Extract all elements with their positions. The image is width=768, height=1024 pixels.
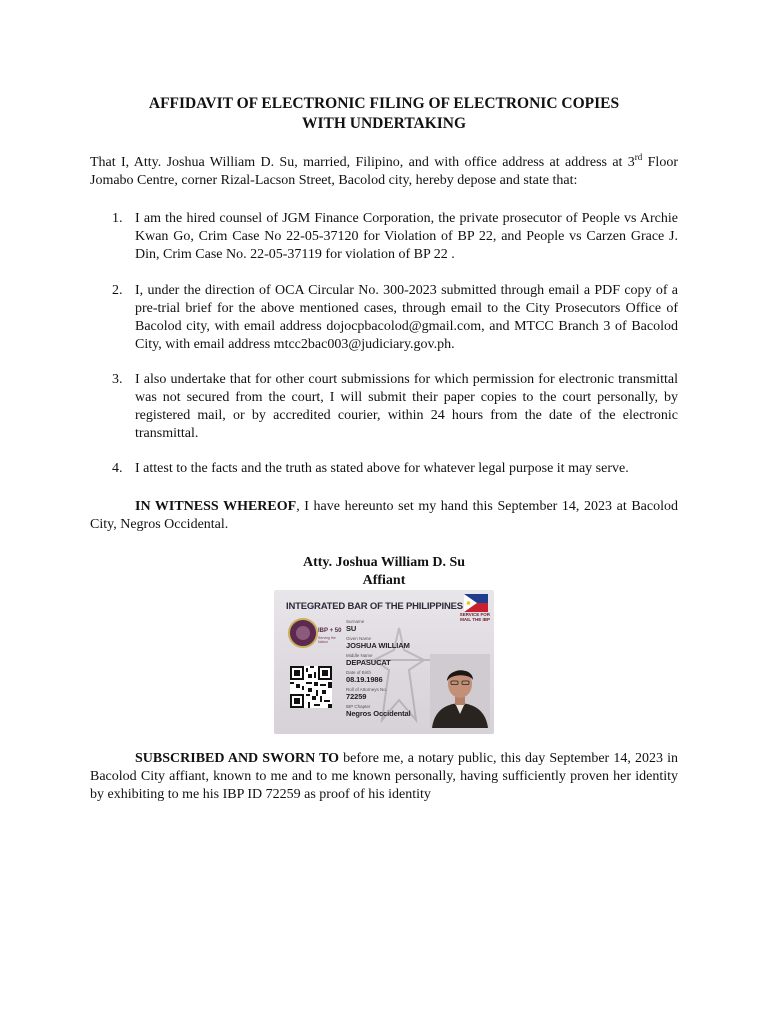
dob-value: 08.19.1986: [346, 675, 383, 684]
document-title: [90, 94, 678, 134]
given-name-label: Given Name: [346, 636, 372, 641]
intro-text-1: That I, Atty. Joshua William D. Su, married, Filipino, and with office address at address at 3: [90, 155, 635, 170]
qr-code-icon: [290, 666, 332, 708]
jurat-text: before me, a notary public, this day September 14, 2023 in Bacolod City affiant, known to me and to me known personally, having sufficiently proven her identity by exhibiting to me his IBP ID 72259 as proof of his identity: [90, 751, 678, 802]
id-header: INTEGRATED BAR OF THE PHILIPPINES: [286, 601, 463, 612]
middle-name-value: DEPASUCAT: [346, 658, 391, 667]
witness-text: , I have hereunto set my hand this September 14, 2023 at Bacolod City, Negros Occidental.: [90, 499, 678, 532]
list-item: [112, 282, 678, 354]
signatory-role: Affiant: [362, 573, 406, 588]
ibp-anniversary: 50: [334, 628, 342, 634]
ibp-id-card-image: [274, 590, 494, 734]
intro-text-2: Floor Jomabo Centre, corner Rizal-Lacson Street, Bacolod city, hereby depose and state that:: [90, 155, 678, 188]
service-line-1: SERVICE FOR: [459, 612, 490, 617]
intro-paragraph: [90, 154, 678, 190]
list-item-number: 3.: [112, 372, 123, 387]
jurat-heading: SUBSCRIBED AND SWORN TO: [135, 751, 340, 766]
chapter-value: Negros Occidental: [346, 709, 411, 718]
affiant-photo-icon: [430, 654, 490, 728]
title-line-1: AFFIDAVIT OF ELECTRONIC FILING OF ELECTRONIC COPIES: [148, 95, 620, 112]
witness-heading: IN WITNESS WHEREOF: [135, 499, 297, 514]
list-item-number: 2.: [112, 283, 123, 298]
philippine-flag-icon: [464, 594, 488, 612]
service-note: [460, 612, 490, 622]
list-item-text: I also undertake that for other court submissions for which permission for electronic transmittal was not secured from the court, I will submit their paper copies to the court personally, by registered mail, or by accredited courier, within 24 hours from the date of the electronic transmittal.: [135, 372, 678, 441]
roll-number-label: Roll of Attorneys No.: [346, 687, 388, 692]
intro-superscript: rd: [634, 152, 643, 162]
list-item-text: I attest to the facts and the truth as stated above for whatever legal purpose it may serve.: [135, 461, 629, 476]
middle-name-label: Middle Name: [346, 653, 373, 658]
ibp-mark: IBP: [318, 628, 328, 634]
ibp-seal-icon: [288, 618, 318, 648]
list-item: [112, 210, 678, 264]
service-line-2: MAIL THE IBP: [460, 617, 490, 622]
list-item: [112, 460, 678, 478]
list-item: [112, 371, 678, 443]
signatory-name: Atty. Joshua William D. Su: [302, 555, 466, 570]
ibp-tagline: Serving the Nation: [318, 636, 336, 644]
ibp-logo-text: IBP + 50: [318, 628, 342, 634]
jurat-paragraph: [90, 750, 678, 804]
given-name-value: JOSHUA WILLIAM: [346, 641, 410, 650]
signature-block: [90, 554, 678, 590]
roll-number-value: 72259: [346, 692, 367, 701]
surname-label: Surname: [346, 619, 365, 624]
title-line-2: WITH UNDERTAKING: [301, 115, 467, 132]
list-item-text: I, under the direction of OCA Circular No. 300-2023 submitted through email a PDF copy of a pre-trial brief for the above mentioned cases, through email to the City Prosecutors Office of Bacolod city, with email address dojocpbacolod@gmail.com, and MTCC Branch 3 of Bacolod City, with email address mtcc2bac003@judiciary.gov.ph.: [135, 283, 678, 352]
witness-paragraph: [90, 498, 678, 534]
list-item-number: 1.: [112, 211, 123, 226]
dob-label: Date of Birth: [346, 670, 372, 675]
list-item-number: 4.: [112, 461, 123, 476]
chapter-label: IBP Chapter: [346, 704, 371, 709]
list-item-text: I am the hired counsel of JGM Finance Corporation, the private prosecutor of People vs Archie Kwan Go, Crim Case No 22-05-37120 for Violation of BP 22, and People vs Carzen Grace J. Din, Crim Case No. 22-05-37119 for violation of BP 22 .: [135, 211, 678, 262]
surname-value: SU: [346, 624, 357, 633]
